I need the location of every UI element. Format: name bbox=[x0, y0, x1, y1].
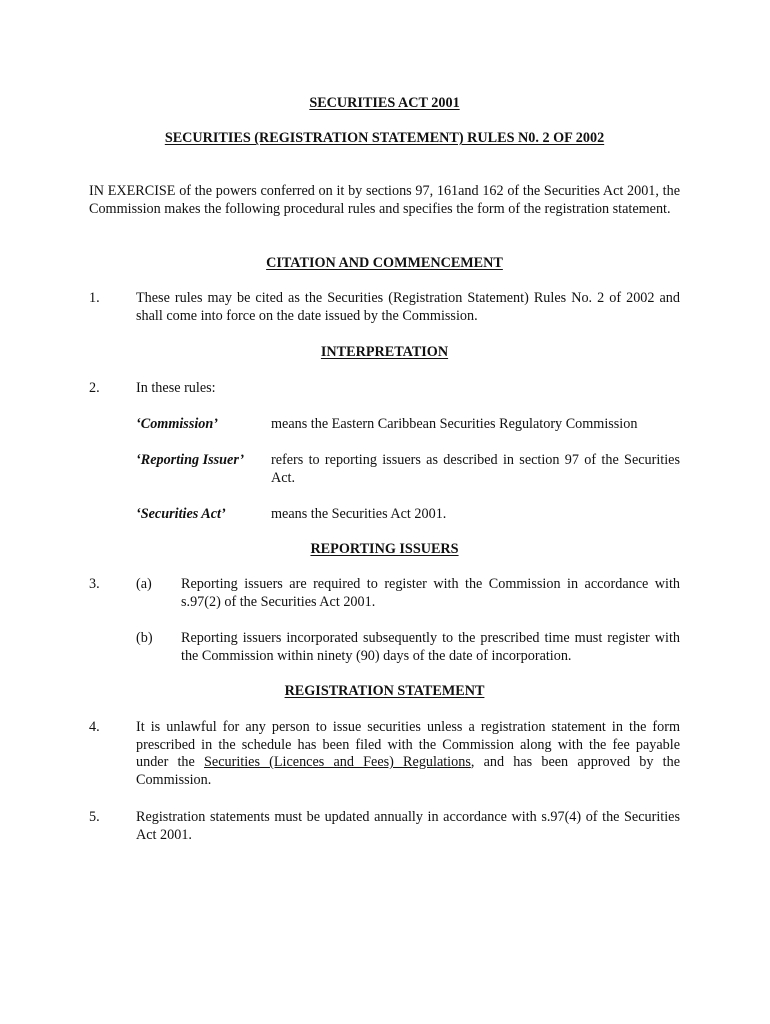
item-label-b: (b) bbox=[136, 630, 153, 646]
item-text-b: Reporting issuers incorporated subsequently to the prescribed time must register with the Commission within ninety (90) days of the date of incorporation. bbox=[181, 630, 680, 664]
definition-term-commission: ‘Commission’ bbox=[136, 416, 218, 432]
heading-reporting-issuers: REPORTING ISSUERS bbox=[310, 541, 459, 557]
heading-citation: CITATION AND COMMENCEMENT bbox=[266, 255, 503, 271]
rule-number-5: 5. bbox=[89, 809, 100, 825]
definition-text-securities-act: means the Securities Act 2001. bbox=[271, 506, 447, 522]
heading-interpretation: INTERPRETATION bbox=[320, 344, 449, 360]
rule-1-text: These rules may be cited as the Securities (Registration Statement) Rules No. 2 of 2002 and shall come into force on the date issued by the Commission. bbox=[136, 290, 680, 324]
rule-2-intro: In these rules: bbox=[136, 380, 216, 396]
rule-number-1: 1. bbox=[89, 290, 100, 306]
document-title: SECURITIES ACT 2001 bbox=[309, 95, 460, 111]
rule-number-2: 2. bbox=[89, 380, 100, 396]
item-text-a: Reporting issuers are required to register with the Commission in accordance with s.97(2) of the Securities Act 2001. bbox=[181, 576, 680, 610]
regulations-reference-link[interactable]: Securities (Licences and Fees) Regulations bbox=[204, 754, 471, 771]
rule-4-text bbox=[136, 719, 680, 789]
rule-4-text-before: It is unlawful for any person to issue securities unless a registration statement in the form prescribed in the schedule has been filed with the Commission along with the fee payable under the bbox=[136, 719, 680, 771]
item-label-a: (a) bbox=[136, 576, 152, 592]
rule-5-text: Registration statements must be updated annually in accordance with s.97(4) of the Securities Act 2001. bbox=[136, 809, 680, 843]
definition-term-securities-act: ‘Securities Act’ bbox=[136, 506, 226, 522]
preamble-paragraph: IN EXERCISE of the powers conferred on it by sections 97, 161and 162 of the Securities Act 2001, the Commission makes the following procedural rules and specifies the form of the registration statement. bbox=[89, 183, 680, 217]
definition-text-commission: means the Eastern Caribbean Securities Regulatory Commission bbox=[271, 416, 638, 432]
rule-number-4: 4. bbox=[89, 719, 100, 735]
document-subtitle: SECURITIES (REGISTRATION STATEMENT) RULES N0. 2 OF 2002 bbox=[164, 130, 605, 146]
heading-registration-statement: REGISTRATION STATEMENT bbox=[284, 683, 485, 699]
rule-4-text-after: , and has been approved by the Commission. bbox=[136, 754, 680, 788]
definition-text-reporting-issuer: refers to reporting issuers as described in section 97 of the Securities Act. bbox=[271, 452, 680, 486]
rule-number-3: 3. bbox=[89, 576, 100, 592]
definition-term-reporting-issuer: ‘Reporting Issuer’ bbox=[136, 452, 245, 468]
document-page bbox=[89, 0, 680, 1024]
